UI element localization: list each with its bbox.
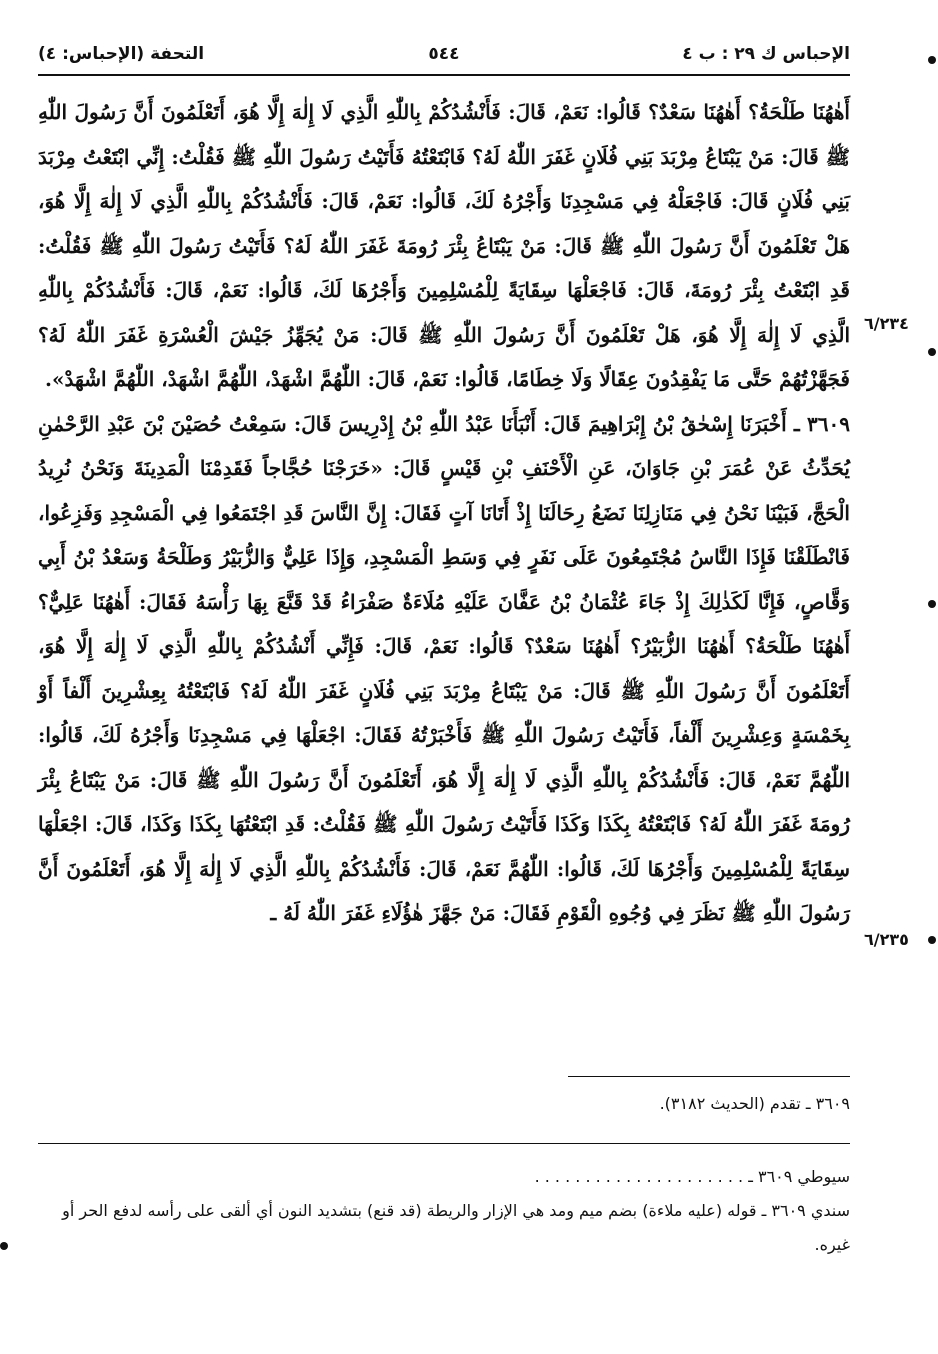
margin-reference: ٦/٢٣٤ (864, 314, 909, 333)
running-head-tuhfa-ref: التحفة (الإحباس: ٤) (38, 44, 205, 64)
suyuti-commentary: سيوطي ٣٦٠٩ ـ . . . . . . . . . . . . . . . . . . . . . (534, 1167, 850, 1186)
main-text (38, 90, 850, 936)
commentary (38, 1160, 850, 1262)
sindi-commentary: سندي ٣٦٠٩ ـ قوله (عليه ملاءة) بضم ميم ومد هي الإزار والريطة (قد قنع) بتشديد النون أي ألقى على رأسه لدفع الحر أو غيره. (62, 1201, 850, 1254)
commentary-divider (38, 1143, 850, 1144)
page-number: ٥٤٤ (428, 44, 460, 64)
margin-reference: ٦/٢٣٥ (864, 930, 909, 949)
footnote-divider (568, 1076, 850, 1077)
binding-hole-mark (0, 1242, 8, 1250)
binding-hole-mark (928, 936, 936, 944)
hadith-3609: ٣٦٠٩ ـ أَخْبَرَنَا إِسْحٰقُ بْنُ إِبْرَاهِيمَ قَالَ: أَنْبَأَنَا عَبْدُ اللّٰهِ بْنُ إِدْرِيسَ قَالَ: سَمِعْتُ حُصَيْنَ بْنَ عَبْدِ الرَّحْمٰنِ يُحَدِّثُ عَنْ عُمَرَ بْنِ جَاوَانَ، عَنِ الْأَحْنَفِ بْنِ قَيْسٍ قَالَ: «خَرَجْنَا حُجَّاجاً فَقَدِمْنَا الْمَدِينَةَ وَنَحْنُ نُرِيدُ الْحَجَّ، فَبَيْنَا نَحْنُ فِي مَنَازِلِنَا نَضَعُ رِحَالَنَا إِذْ أَتَانَا آتٍ فَقَالَ: إِنَّ النَّاسَ قَدِ اجْتَمَعُوا فِي الْمَسْجِدِ وَفَزِعُوا، فَانْطَلَقْنَا فَإِذَا النَّاسُ مُجْتَمِعُونَ عَلَى نَفَرٍ فِي وَسَطِ الْمَسْجِدِ، وَإِذَا عَلِيٌّ وَالزُّبَيْرُ وَطَلْحَةُ وَسَعْدُ بْنُ أَبِي وَقَّاصٍ، فَإِنَّا لَكَذٰلِكَ إِذْ جَاءَ عُثْمَانُ بْنُ عَفَّانَ عَلَيْهِ مُلَاءَةٌ صَفْرَاءُ قَدْ قَنَّعَ بِهَا رَأْسَهُ فَقَالَ: أَهٰهُنَا عَلِيٌّ؟ أَهٰهُنَا طَلْحَةُ؟ أَهٰهُنَا الزُّبَيْرُ؟ أَهٰهُنَا سَعْدٌ؟ قَالُوا: نَعَمْ، قَالَ: فَإِنِّي أَنْشُدُكُمْ بِاللّٰهِ الَّذِي لَا إِلٰهَ إِلَّا هُوَ، أَتَعْلَمُونَ أَنَّ رَسُولَ اللّٰهِ ﷺ قَالَ: مَنْ يَبْتَاعُ مِرْبَدَ بَنِي فُلَانٍ غَفَرَ اللّٰهُ لَهُ؟ فَابْتَعْتُهُ بِعِشْرِينَ أَلْفاً أَوْ بِخَمْسَةٍ وَعِشْرِينَ أَلْفاً، فَأَتَيْتُ رَسُولَ اللّٰهِ ﷺ فَأَخْبَرْتُهُ فَقَالَ: اجْعَلْهَا فِي مَسْجِدِنَا وَأَجْرُهُ لَكَ، قَالُوا: اللّٰهُمَّ نَعَمْ، قَالَ: فَأَنْشُدُكُمْ بِاللّٰهِ الَّذِي لَا إِلٰهَ إِلَّا هُوَ، أَتَعْلَمُونَ أَنَّ رَسُولَ اللّٰهِ ﷺ قَالَ: مَنْ يَبْتَاعُ بِئْرَ رُومَةَ غَفَرَ اللّٰهُ لَهُ؟ فَابْتَعْتُهُ بِكَذَا وَكَذَا فَأَتَيْتُ رَسُولَ اللّٰهِ ﷺ فَقُلْتُ: قَدِ ابْتَعْتُهَا بِكَذَا وَكَذَا، قَالَ: اجْعَلْهَا سِقَايَةً لِلْمُسْلِمِينَ وَأَجْرُهَا لَكَ، قَالُوا: اللّٰهُمَّ نَعَمْ، قَالَ: فَأَنْشُدُكُمْ بِاللّٰهِ الَّذِي لَا إِلٰهَ إِلَّا هُوَ، أَتَعْلَمُونَ أَنَّ رَسُولَ اللّٰهِ ﷺ نَظَرَ فِي وُجُوهِ الْقَوْمِ فَقَالَ: مَنْ جَهَّزَ هٰؤُلَاءِ غَفَرَ اللّٰهُ لَهُ ـ (38, 411, 850, 925)
header-divider (38, 74, 850, 76)
body-paragraph: أَهٰهُنَا طَلْحَةُ؟ أَهٰهُنَا سَعْدٌ؟ قَالُوا: نَعَمْ، قَالَ: فَأَنْشُدُكُمْ بِاللّٰهِ الَّذِي لَا إِلٰهَ إِلَّا هُوَ، أَتَعْلَمُونَ أَنَّ رَسُولَ اللّٰهِ ﷺ قَالَ: مَنْ يَبْتَاعُ مِرْبَدَ بَنِي فُلَانٍ غَفَرَ اللّٰهُ لَهُ؟ فَابْتَعْتُهُ فَأَتَيْتُ رَسُولَ اللّٰهِ ﷺ فَقُلْتُ: إِنِّي ابْتَعْتُ مِرْبَدَ بَنِي فُلَانٍ قَالَ: فَاجْعَلْهُ فِي مَسْجِدِنَا وَأَجْرُهُ لَكَ، قَالُوا: نَعَمْ، قَالَ: فَأَنْشُدُكُمْ بِاللّٰهِ الَّذِي لَا إِلٰهَ إِلَّا هُوَ، هَلْ تَعْلَمُونَ أَنَّ رَسُولَ اللّٰهِ ﷺ قَالَ: مَنْ يَبْتَاعُ بِئْرَ رُومَةَ غَفَرَ اللّٰهُ لَهُ؟ فَأَتَيْتُ رَسُولَ اللّٰهِ ﷺ فَقُلْتُ: قَدِ ابْتَعْتُ بِئْرَ رُومَةَ، قَالَ: فَاجْعَلْهَا سِقَايَةً لِلْمُسْلِمِينَ وَأَجْرُهَا لَكَ، قَالُوا: نَعَمْ، قَالَ: فَأَنْشُدُكُمْ بِاللّٰهِ الَّذِي لَا إِلٰهَ إِلَّا هُوَ، هَلْ تَعْلَمُونَ أَنَّ رَسُولَ اللّٰهِ ﷺ قَالَ: مَنْ يُجَهِّزُ جَيْشَ الْعُسْرَةِ غَفَرَ اللّٰهُ لَهُ؟ فَجَهَّزْتُهُمْ حَتَّى مَا يَفْقِدُونَ عِقَالًا وَلَا خِطَامًا، قَالُوا: نَعَمْ، قَالَ: اللّٰهُمَّ اشْهَدْ، اللّٰهُمَّ اشْهَدْ، اللّٰهُمَّ اشْهَدْ». (38, 100, 851, 391)
binding-hole-mark (928, 348, 936, 356)
footnote: ٣٦٠٩ ـ تقدم (الحديث ٣١٨٢). (659, 1094, 850, 1113)
binding-hole-mark (928, 56, 936, 64)
running-head-book-ref: الإحباس ك ٢٩ : ب ٤ (682, 44, 850, 64)
running-head (38, 38, 850, 72)
binding-hole-mark (928, 600, 936, 608)
